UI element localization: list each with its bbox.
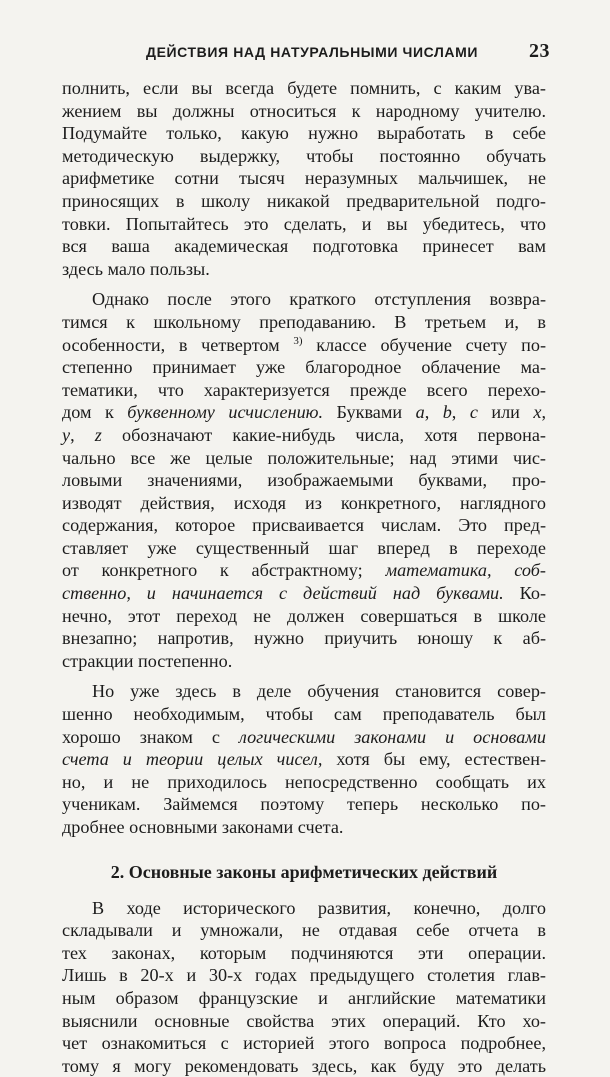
paragraph-2 bbox=[62, 288, 546, 672]
variable: c bbox=[469, 402, 478, 423]
text-line: полнить, если вы всегда будете помнить, с каким ува- bbox=[62, 78, 546, 98]
paragraph-1 bbox=[62, 77, 546, 280]
text-line: ным образом французские и английские математики bbox=[62, 987, 546, 1008]
text-line: шенно необходимым, чтобы сам преподаватель был bbox=[62, 704, 546, 725]
text-line: нечно, этот переход не должен совершаться в школе bbox=[62, 605, 546, 626]
text-line: изводят действия, исходя из конкретного, наглядного bbox=[62, 492, 546, 513]
text-line: особенности, в четвертом $^{3)}$ классе обучение счету по- bbox=[62, 334, 546, 355]
paragraph-3 bbox=[62, 680, 546, 838]
text-line: содержания, которое присваивается числам. Это пред- bbox=[62, 515, 546, 536]
text-line: выяснили основные свойства этих операций. Кто хо- bbox=[62, 1010, 546, 1031]
page-header bbox=[62, 40, 550, 64]
text-line: степенно принимает уже благородное облачение ма- bbox=[62, 357, 546, 378]
text-line: В ходе исторического развития, конечно, долго bbox=[92, 897, 546, 918]
text-line: Лишь в 20-х и 30-х годах предыдущего столетия глав- bbox=[62, 965, 546, 986]
running-title: ДЕЙСТВИЯ НАД НАТУРАЛЬНЫМИ ЧИСЛАМИ bbox=[146, 44, 479, 60]
text-line: Однако после этого краткого отступления возвра- bbox=[92, 289, 546, 310]
section-heading: 2. Основные законы арифметических действий bbox=[110, 861, 498, 882]
text-line: ственно, и начинается с действий над буквами. Ко- bbox=[62, 583, 547, 604]
variable: z bbox=[94, 424, 102, 445]
text-line: от конкретного к абстрактному; математика, соб- bbox=[62, 560, 546, 581]
variable: x bbox=[533, 402, 542, 423]
text-line: чет ознакомиться с историей этого вопроса подробнее, bbox=[62, 1033, 546, 1054]
text-line: тому я могу рекомендовать здесь, как буду это делать bbox=[62, 1055, 546, 1076]
footnote-marker[interactable]: 3) bbox=[293, 334, 303, 347]
text-line: тех законах, которым подчиняются эти операции. bbox=[62, 942, 546, 963]
text-line: хорошо знаком с логическими законами и основами bbox=[62, 726, 546, 747]
text-line: чально все же целые положительные; над этими чис- bbox=[62, 447, 546, 468]
paragraph-4 bbox=[62, 897, 546, 1077]
text-line: дробнее основными законами счета. bbox=[62, 817, 344, 837]
text-line: ловыми значениями, изображаемыми буквами, про- bbox=[62, 470, 546, 491]
text-line: методическую выдержку, чтобы постоянно обучать bbox=[62, 145, 546, 166]
text-line: арифметике сотни тысяч неразумных мальчишек, не bbox=[62, 168, 546, 189]
text-line: счета и теории целых чисел, хотя бы ему, естествен- bbox=[62, 749, 546, 770]
text-line: Но уже здесь в деле обучения становится совер- bbox=[92, 681, 546, 702]
text-line: товки. Попытайтесь это сделать, и вы убедитесь, что bbox=[62, 213, 546, 234]
emphasis: счета и теории целых чисел, bbox=[62, 749, 323, 770]
emphasis: математика, соб- bbox=[385, 560, 546, 581]
page-number: 23 bbox=[529, 40, 550, 62]
emphasis: логическими законами и основами bbox=[238, 726, 546, 747]
variable: a bbox=[415, 402, 425, 423]
text-line: ставляет уже существенный шаг вперед в переходе bbox=[62, 537, 546, 558]
text-line: здесь мало пользы. bbox=[62, 258, 210, 279]
emphasis: ственно, и начинается с действий над буквами. bbox=[62, 583, 504, 604]
text-line: ученикам. Займемся поэтому теперь несколько по- bbox=[62, 794, 546, 815]
text-line: дом к буквенному исчислению. Буквами a, b, c или x, bbox=[62, 402, 546, 423]
text-line: Подумайте только, какую нужно выработать в себе bbox=[62, 123, 546, 144]
text-line: но, и не приходилось непосредственно сообщать их bbox=[62, 771, 546, 792]
variable: b bbox=[442, 402, 452, 423]
page-body bbox=[62, 77, 546, 1077]
text-line: тематики, что характеризуется прежде всего перехо- bbox=[62, 379, 546, 400]
text-line: y, z обозначают какие-нибудь числа, хотя первона- bbox=[62, 424, 546, 445]
text-line: тимся к школьному преподаванию. В третьем и, в bbox=[62, 311, 546, 332]
emphasis: буквенному исчислению. bbox=[127, 402, 324, 423]
text-line: приносящих в школу никакой предварительной подго- bbox=[62, 190, 546, 211]
text-line: вся ваша академическая подготовка принесет вам bbox=[62, 236, 546, 257]
variable: y bbox=[62, 424, 71, 445]
text-line: внезапно; напротив, нужно приучить юношу к аб- bbox=[62, 628, 546, 649]
text-line: стракции постепенно. bbox=[62, 650, 233, 671]
text-line: складывали и умножали, не отдавая себе отчета в bbox=[62, 920, 546, 941]
text-line: жением вы должны относиться к народному учителю. bbox=[62, 100, 546, 121]
